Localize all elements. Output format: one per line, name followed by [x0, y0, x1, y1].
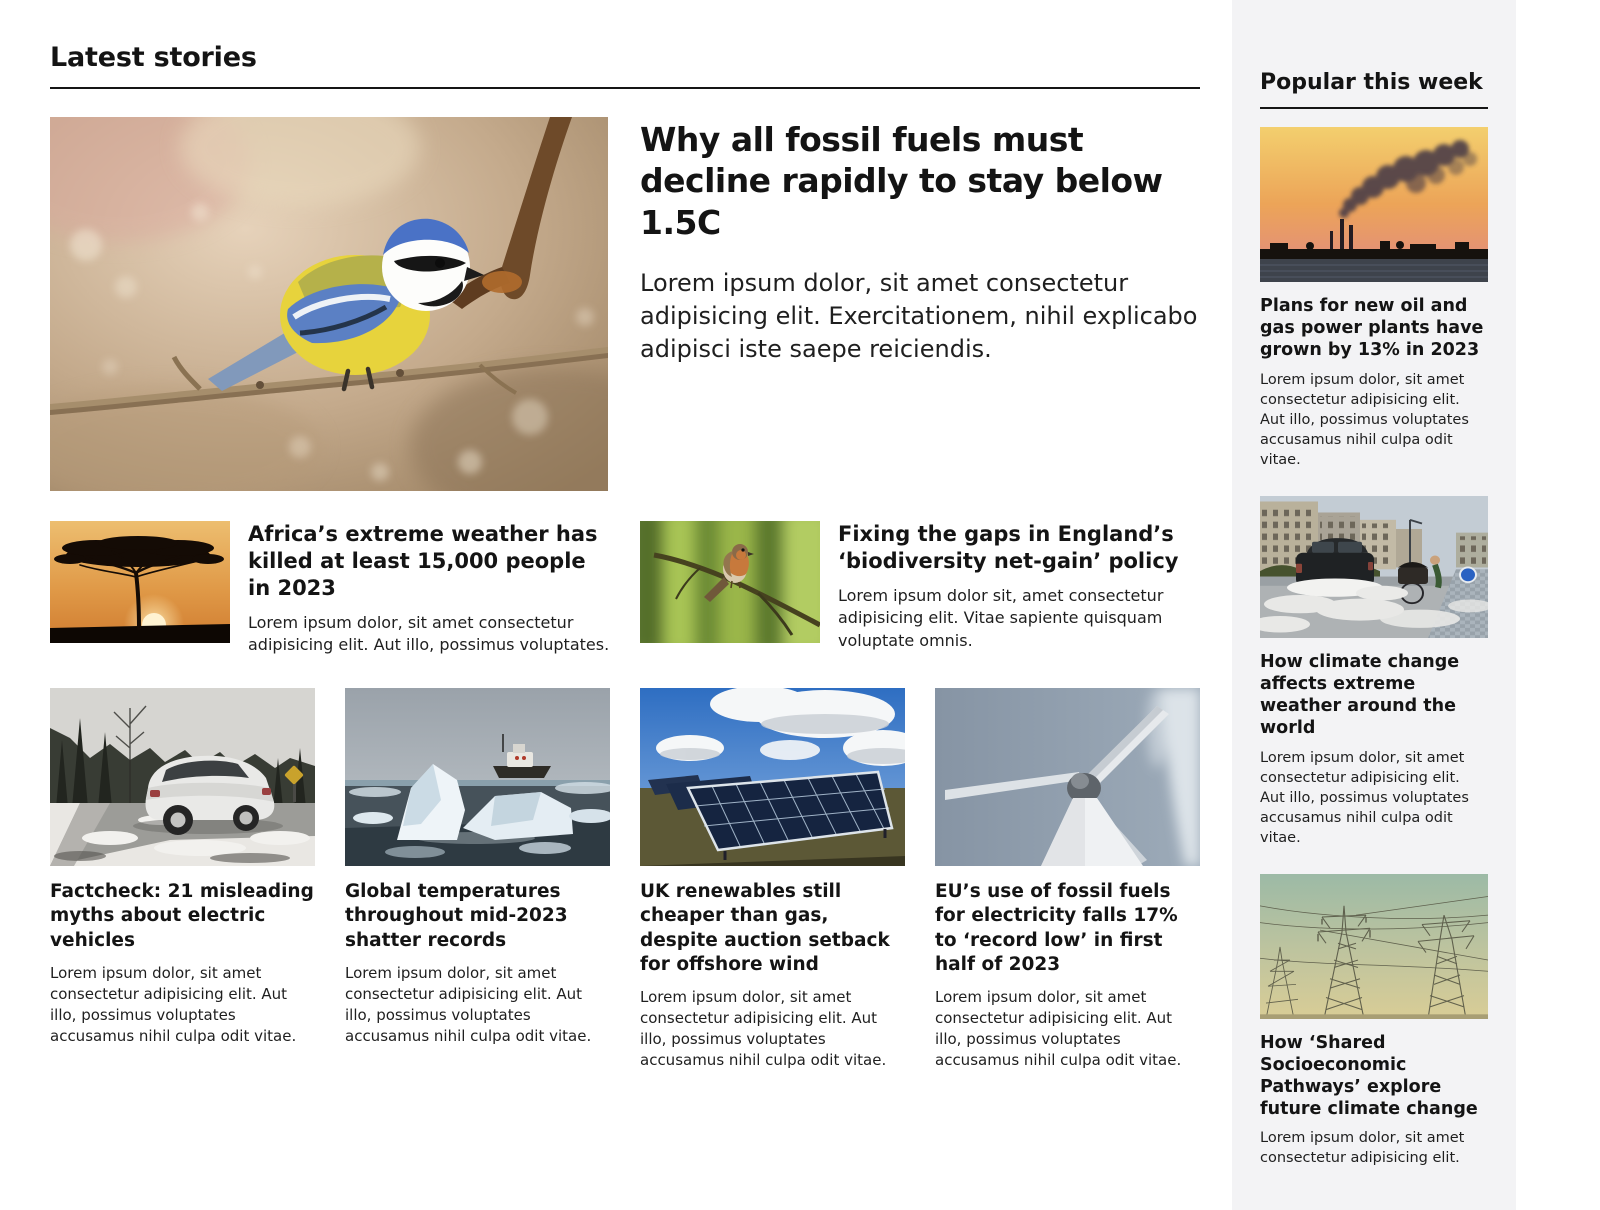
popular-article-excerpt: Lorem ipsum dolor, sit amet consectetur adipisicing elit. Aut illo, possimus voluptates accusamus nihil culpa odit vitae. [1260, 749, 1469, 846]
grid-article-title[interactable]: Factcheck: 21 misleading myths about electric vehicles [50, 881, 314, 951]
wind-turbine-illustration [935, 688, 1200, 866]
blue-tit-bird-illustration [50, 117, 608, 491]
thumbnail-flooded-street[interactable] [1260, 496, 1488, 638]
popular-article-excerpt: Lorem ipsum dolor, sit amet consectetur adipisicing elit. [1260, 1130, 1465, 1167]
popular-article-excerpt: Lorem ipsum dolor, sit amet consectetur adipisicing elit. Aut illo, possimus voluptates accusamus nihil culpa odit vitae. [1260, 371, 1469, 468]
section-title-latest-stories: Latest stories [50, 42, 1200, 89]
grid-article-excerpt: Lorem ipsum dolor, sit amet consectetur adipisicing elit. Aut illo, possimus voluptates accusamus nihil culpa odit vitae. [935, 987, 1182, 1069]
grid-article-title[interactable]: Global temperatures throughout mid-2023 shatter records [345, 881, 568, 951]
flooded-street-illustration [1260, 496, 1488, 638]
thumbnail-robin-on-branch[interactable] [640, 521, 820, 643]
grid-article-excerpt: Lorem ipsum dolor, sit amet consectetur adipisicing elit. Aut illo, possimus voluptates accusamus nihil culpa odit vitae. [640, 987, 887, 1069]
grid-article-title[interactable]: EU’s use of fossil fuels for electricity falls 17% to ‘record low’ in first half of 2023 [935, 881, 1178, 975]
thumbnail-electricity-pylons[interactable] [1260, 874, 1488, 1019]
grid-article-ev-factcheck [50, 688, 315, 1070]
featured-article-body [640, 117, 1200, 491]
power-plant-sunset-illustration [1260, 127, 1488, 282]
sidebar-title: Popular this week [1260, 70, 1488, 109]
secondary-article-title[interactable]: Africa’s extreme weather has killed at least 15,000 people in 2023 [248, 522, 598, 600]
latest-stories-section [50, 0, 1200, 1071]
thumbnail-electric-car-snow[interactable] [50, 688, 315, 866]
featured-article-excerpt: Lorem ipsum dolor, sit amet consectetur adipisicing elit. Exercitationem, nihil explicabo adipisci iste saepe reiciendis. [640, 268, 1198, 363]
electric-car-snow-illustration [50, 688, 315, 866]
grid-article-uk-renewables [640, 688, 905, 1070]
popular-article-oil-gas-plants [1260, 127, 1488, 470]
thumbnail-power-plant-sunset[interactable] [1260, 127, 1488, 282]
electricity-pylons-illustration [1260, 874, 1488, 1019]
featured-article [50, 117, 1200, 491]
secondary-article-title[interactable]: Fixing the gaps in England’s ‘biodiversity net-gain’ policy [838, 522, 1179, 573]
iceberg-sea-illustration [345, 688, 610, 866]
secondary-article-biodiversity-policy [640, 521, 1200, 656]
thumbnail-wind-turbine[interactable] [935, 688, 1200, 866]
grid-article-excerpt: Lorem ipsum dolor, sit amet consectetur adipisicing elit. Aut illo, possimus voluptates accusamus nihil culpa odit vitae. [345, 963, 592, 1045]
thumbnail-solar-panels-field[interactable] [640, 688, 905, 866]
solar-panels-illustration [640, 688, 905, 866]
acacia-sunset-illustration [50, 521, 230, 643]
secondary-article-body [248, 521, 610, 656]
secondary-articles-row [50, 521, 1200, 656]
secondary-article-africa-weather [50, 521, 610, 656]
thumbnail-acacia-sunset[interactable] [50, 521, 230, 643]
grid-article-eu-fossil-fuels [935, 688, 1200, 1070]
popular-article-title[interactable]: How ‘Shared Socioeconomic Pathways’ explore future climate change [1260, 1032, 1478, 1120]
robin-forest-illustration [640, 521, 820, 643]
secondary-article-excerpt: Lorem ipsum dolor, sit amet consectetur adipisicing elit. Aut illo, possimus voluptates. [248, 612, 610, 655]
popular-article-title[interactable]: Plans for new oil and gas power plants have grown by 13% in 2023 [1260, 296, 1484, 361]
secondary-article-excerpt: Lorem ipsum dolor sit, amet consectetur adipisicing elit. Vitae sapiente quisquam voluptate omnis. [838, 585, 1164, 650]
secondary-article-body [838, 521, 1200, 656]
grid-article-global-temperatures [345, 688, 610, 1070]
featured-image-blue-tit-on-branch[interactable] [50, 117, 608, 491]
popular-this-week-sidebar [1232, 0, 1516, 1210]
thumbnail-iceberg-sea[interactable] [345, 688, 610, 866]
story-grid-row [50, 688, 1200, 1070]
grid-article-title[interactable]: UK renewables still cheaper than gas, despite auction setback for offshore wind [640, 881, 890, 975]
popular-article-shared-pathways [1260, 874, 1488, 1169]
featured-article-title[interactable]: Why all fossil fuels must decline rapidly to stay below 1.5C [640, 120, 1163, 242]
popular-article-extreme-weather [1260, 496, 1488, 848]
popular-article-title[interactable]: How climate change affects extreme weather around the world [1260, 651, 1460, 739]
grid-article-excerpt: Lorem ipsum dolor, sit amet consectetur adipisicing elit. Aut illo, possimus voluptates accusamus nihil culpa odit vitae. [50, 963, 297, 1045]
